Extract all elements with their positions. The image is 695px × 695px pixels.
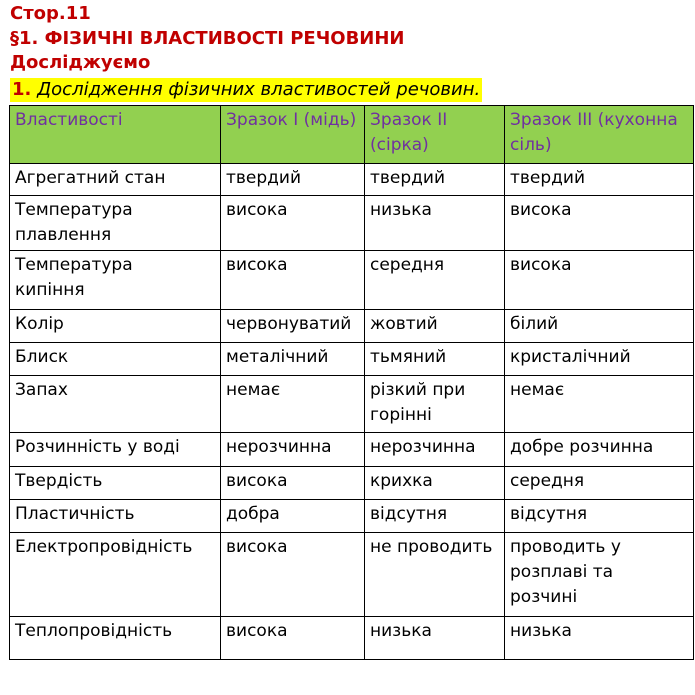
table-row xyxy=(10,467,694,500)
value-cell: проводить у розплаві та розчині xyxy=(505,533,694,617)
value-cell: кристалічний xyxy=(505,343,694,376)
task-line xyxy=(10,78,482,102)
value-cell: твердий xyxy=(365,164,505,196)
property-cell: Температура плавлення xyxy=(10,196,221,251)
value-cell: висока xyxy=(221,533,365,617)
property-cell: Блиск xyxy=(10,343,221,376)
property-cell: Агрегатний стан xyxy=(10,164,221,196)
value-cell: жовтий xyxy=(365,310,505,343)
property-cell: Електропровідність xyxy=(10,533,221,617)
value-cell: висока xyxy=(221,617,365,660)
value-cell: білий xyxy=(505,310,694,343)
task-number: 1. xyxy=(12,79,32,100)
property-cell: Пластичність xyxy=(10,500,221,533)
value-cell: твердий xyxy=(221,164,365,196)
value-cell: твердий xyxy=(505,164,694,196)
value-cell: тьмяний xyxy=(365,343,505,376)
table-row xyxy=(10,433,694,467)
value-cell: добра xyxy=(221,500,365,533)
value-cell: не проводить xyxy=(365,533,505,617)
value-cell: низька xyxy=(505,617,694,660)
header-sample-sulfur: Зразок ІІ (сірка) xyxy=(365,106,505,164)
value-cell: середня xyxy=(365,251,505,310)
page-number: Стор.11 xyxy=(10,3,91,24)
value-cell: немає xyxy=(221,376,365,433)
property-cell: Розчинність у воді xyxy=(10,433,221,467)
value-cell: червонуватий xyxy=(221,310,365,343)
table-row xyxy=(10,533,694,617)
table-row xyxy=(10,251,694,310)
value-cell: нерозчинна xyxy=(221,433,365,467)
property-cell: Твердість xyxy=(10,467,221,500)
property-cell: Теплопровідність xyxy=(10,617,221,660)
value-cell: висока xyxy=(505,196,694,251)
table-row xyxy=(10,500,694,533)
value-cell: середня xyxy=(505,467,694,500)
value-cell: відсутня xyxy=(505,500,694,533)
value-cell: різкий при горінні xyxy=(365,376,505,433)
value-cell: нерозчинна xyxy=(365,433,505,467)
value-cell: низька xyxy=(365,617,505,660)
table-row xyxy=(10,196,694,251)
value-cell: висока xyxy=(221,251,365,310)
header-sample-copper: Зразок І (мідь) xyxy=(221,106,365,164)
header-properties: Властивості xyxy=(10,106,221,164)
properties-table xyxy=(9,105,694,660)
table-row xyxy=(10,164,694,196)
task-text: Дослідження фізичних властивостей речовин. xyxy=(37,79,481,100)
value-cell: крихка xyxy=(365,467,505,500)
value-cell: металічний xyxy=(221,343,365,376)
table-row xyxy=(10,376,694,433)
table-row xyxy=(10,310,694,343)
value-cell: низька xyxy=(365,196,505,251)
value-cell: висока xyxy=(221,467,365,500)
subheading: Досліджуємо xyxy=(10,52,151,73)
header-sample-salt: Зразок ІІІ (кухонна сіль) xyxy=(505,106,694,164)
property-cell: Температура кипіння xyxy=(10,251,221,310)
section-title: §1. ФІЗИЧНІ ВЛАСТИВОСТІ РЕЧОВИНИ xyxy=(10,28,405,49)
table-row xyxy=(10,343,694,376)
value-cell: висока xyxy=(221,196,365,251)
value-cell: немає xyxy=(505,376,694,433)
value-cell: відсутня xyxy=(365,500,505,533)
table-row xyxy=(10,617,694,660)
property-cell: Запах xyxy=(10,376,221,433)
table-header-row xyxy=(10,106,694,164)
property-cell: Колір xyxy=(10,310,221,343)
value-cell: висока xyxy=(505,251,694,310)
value-cell: добре розчинна xyxy=(505,433,694,467)
